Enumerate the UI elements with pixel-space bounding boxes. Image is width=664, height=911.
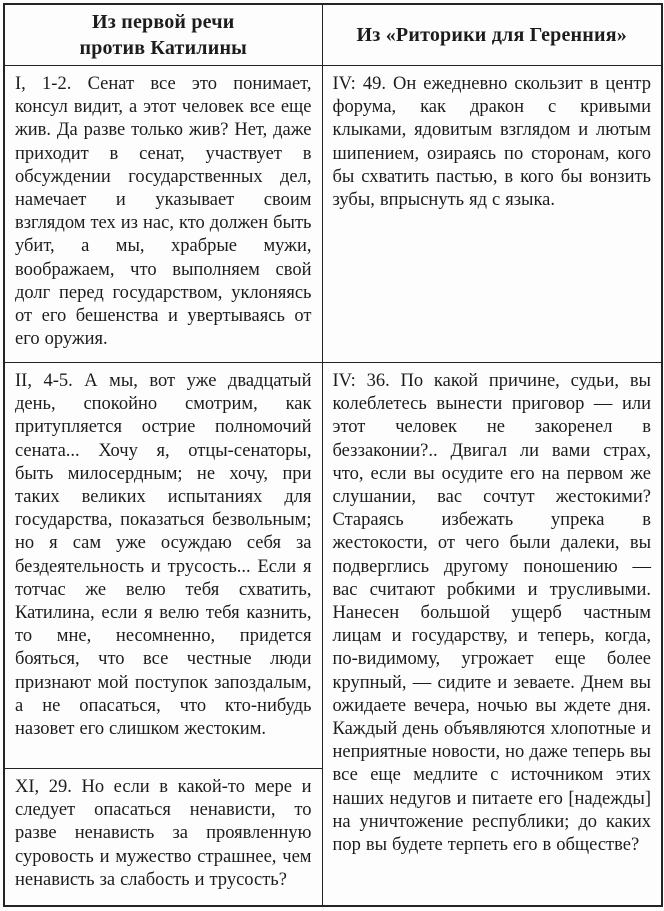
cell-catiline-quote-1: I, 1-2. Сенат все это понимает, консул видит, а этот человек все еще жив. Да разве только жив? Нет, даже приходит в сенат, участвует в обсуждении государственных дел, намечает и указывает своим взглядом тех из нас, кто должен быть убит, а мы, храбрые мужи, воображаем, что выполняем свой долг перед государством, уклоняясь от его бешенства и увертываясь от его оружия. bbox=[4, 66, 322, 363]
column-header-rhetorica-herennium bbox=[322, 4, 662, 66]
cell-catiline-quote-2: II, 4-5. А мы, вот уже двадцатый день, спокойно смотрим, как притупляется острие полномочий сената... Хочу я, отцы-сенаторы, быть милосердным; не хочу, при таких великих испытаниях для государства, показаться безвольным; но я сам уже осуждаю себя за бездеятельность и трусость... Если я тотчас же велю тебя схватить, Катилина, если я велю тебя казнить, то мне, несомненно, придется бояться, что все честные люди признают мой поступок запоздалым, а не опасаться, что кто-нибудь назовет его слишком жестоким. bbox=[4, 363, 322, 769]
cell-herennium-quote-2: IV: 36. По какой причине, судьи, вы колеблетесь вынести приговор — или этот человек не закоренел в беззаконии?.. Двигал ли вами страх, что, если вы осудите его на первом же слушании, вас сочтут жестокими? Стараясь избежать упрека в жестокости, от чего были далеки, вы подверглись другому поношению — вас считают робкими и трусливыми. Нанесен большой ущерб частным лицам и государству, и теперь, когда, по-видимому, угрожает еще более крупный, — сидите и зеваете. Днем вы ожидаете вечера, ночью вы ждете дня. Каждый день объявляются хлопотные и неприятные новости, но даже теперь вы все еще медлите с источником этих наших недугов и питаете его [надежды] на уничтожение республики; до каких пор вы будете терпеть его в обществе? bbox=[322, 363, 662, 907]
header-line: Из первой речи bbox=[92, 11, 235, 33]
comparison-table bbox=[3, 3, 663, 907]
table-header-row bbox=[4, 4, 662, 66]
header-line: Из «Риторики для Геренния» bbox=[356, 24, 627, 46]
column-header-catiline-speech bbox=[4, 4, 322, 66]
table-row bbox=[4, 66, 662, 363]
cell-herennium-quote-1: IV: 49. Он ежедневно скользит в центр форума, как дракон с кривыми клыками, ядовитым взглядом и лютым шипением, озираясь по сторонам, кого бы схватить пастью, в кого бы вонзить зубы, впрыснуть яд с языка. bbox=[322, 66, 662, 363]
header-line: против Катилины bbox=[79, 37, 247, 59]
table-row bbox=[4, 363, 662, 769]
cell-catiline-quote-3: XI, 29. Но если в какой-то мере и следует опасаться ненависти, то разве ненависть за проявленную суровость и мужество страшнее, чем ненависть за слабость и трусость? bbox=[4, 769, 322, 907]
